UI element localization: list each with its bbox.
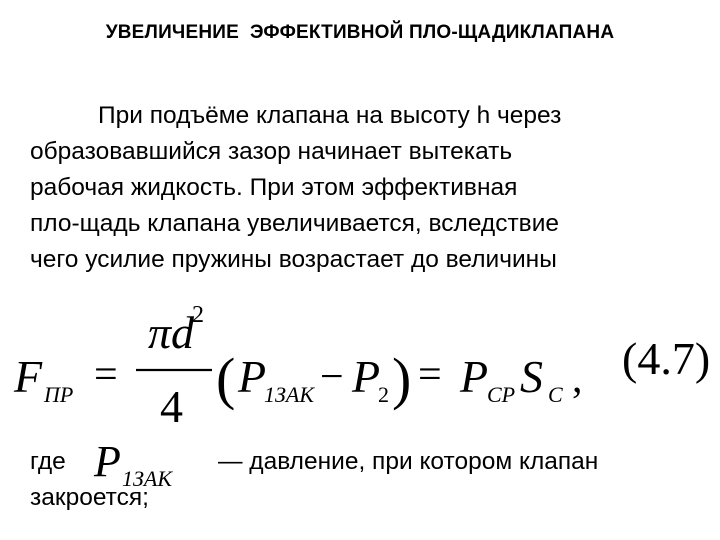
paragraph-line: рабочая жидкость. При этом эффективная (30, 174, 518, 201)
formula-rhs-p-symbol: P (460, 351, 489, 402)
formula-equals-2: = (418, 352, 442, 398)
where-clause (30, 440, 710, 530)
paragraph-line: При подъёме клапана на высоту h через (98, 102, 562, 129)
where-description: — давление, при котором клапан (218, 448, 599, 475)
formula-p1-symbol: P (238, 351, 267, 402)
formula-number: (4.7) (622, 333, 711, 384)
formula-minus: − (320, 354, 344, 400)
body-paragraph (30, 98, 710, 278)
where-symbol-subscript: 1ЗАК (122, 466, 172, 490)
slide-title: УВЕЛИЧЕНИЕ ЭФФЕКТИВНОЙ ПЛО-ЩАДИКЛАПАНА (105, 22, 615, 43)
formula-rhs-p-subscript: СР (487, 382, 516, 407)
formula-equals: = (94, 352, 118, 398)
paragraph-line: образовавшийся зазор начинает вытекать (30, 138, 513, 165)
where-symbol (92, 440, 212, 490)
formula-p1-subscript: 1ЗАК (264, 382, 314, 407)
formula-comma: , (572, 356, 583, 402)
formula-close-paren: ) (392, 346, 412, 411)
where-continuation: закроется; (30, 484, 149, 511)
formula-numerator: πd (148, 307, 195, 358)
paragraph-line: чего усилие пружины возрастает до величины (30, 246, 557, 273)
formula-4-7 (0, 300, 720, 440)
formula-open-paren: ( (216, 346, 236, 411)
where-symbol-letter: P (94, 440, 121, 486)
paragraph-line: пло-щадь клапана увеличивается, вследствие (30, 210, 559, 237)
formula-rhs-s-subscript: С (548, 382, 563, 407)
where-word: где (30, 448, 66, 475)
formula-p2-subscript: 2 (378, 382, 389, 407)
formula-rhs-s-symbol: S (520, 351, 543, 402)
formula-denominator: 4 (160, 381, 183, 432)
formula-p2-symbol: P (352, 351, 381, 402)
formula-numerator-power: 2 (192, 302, 204, 328)
formula-lhs-symbol: F (14, 351, 43, 402)
formula-lhs-subscript: ПР (44, 382, 74, 407)
